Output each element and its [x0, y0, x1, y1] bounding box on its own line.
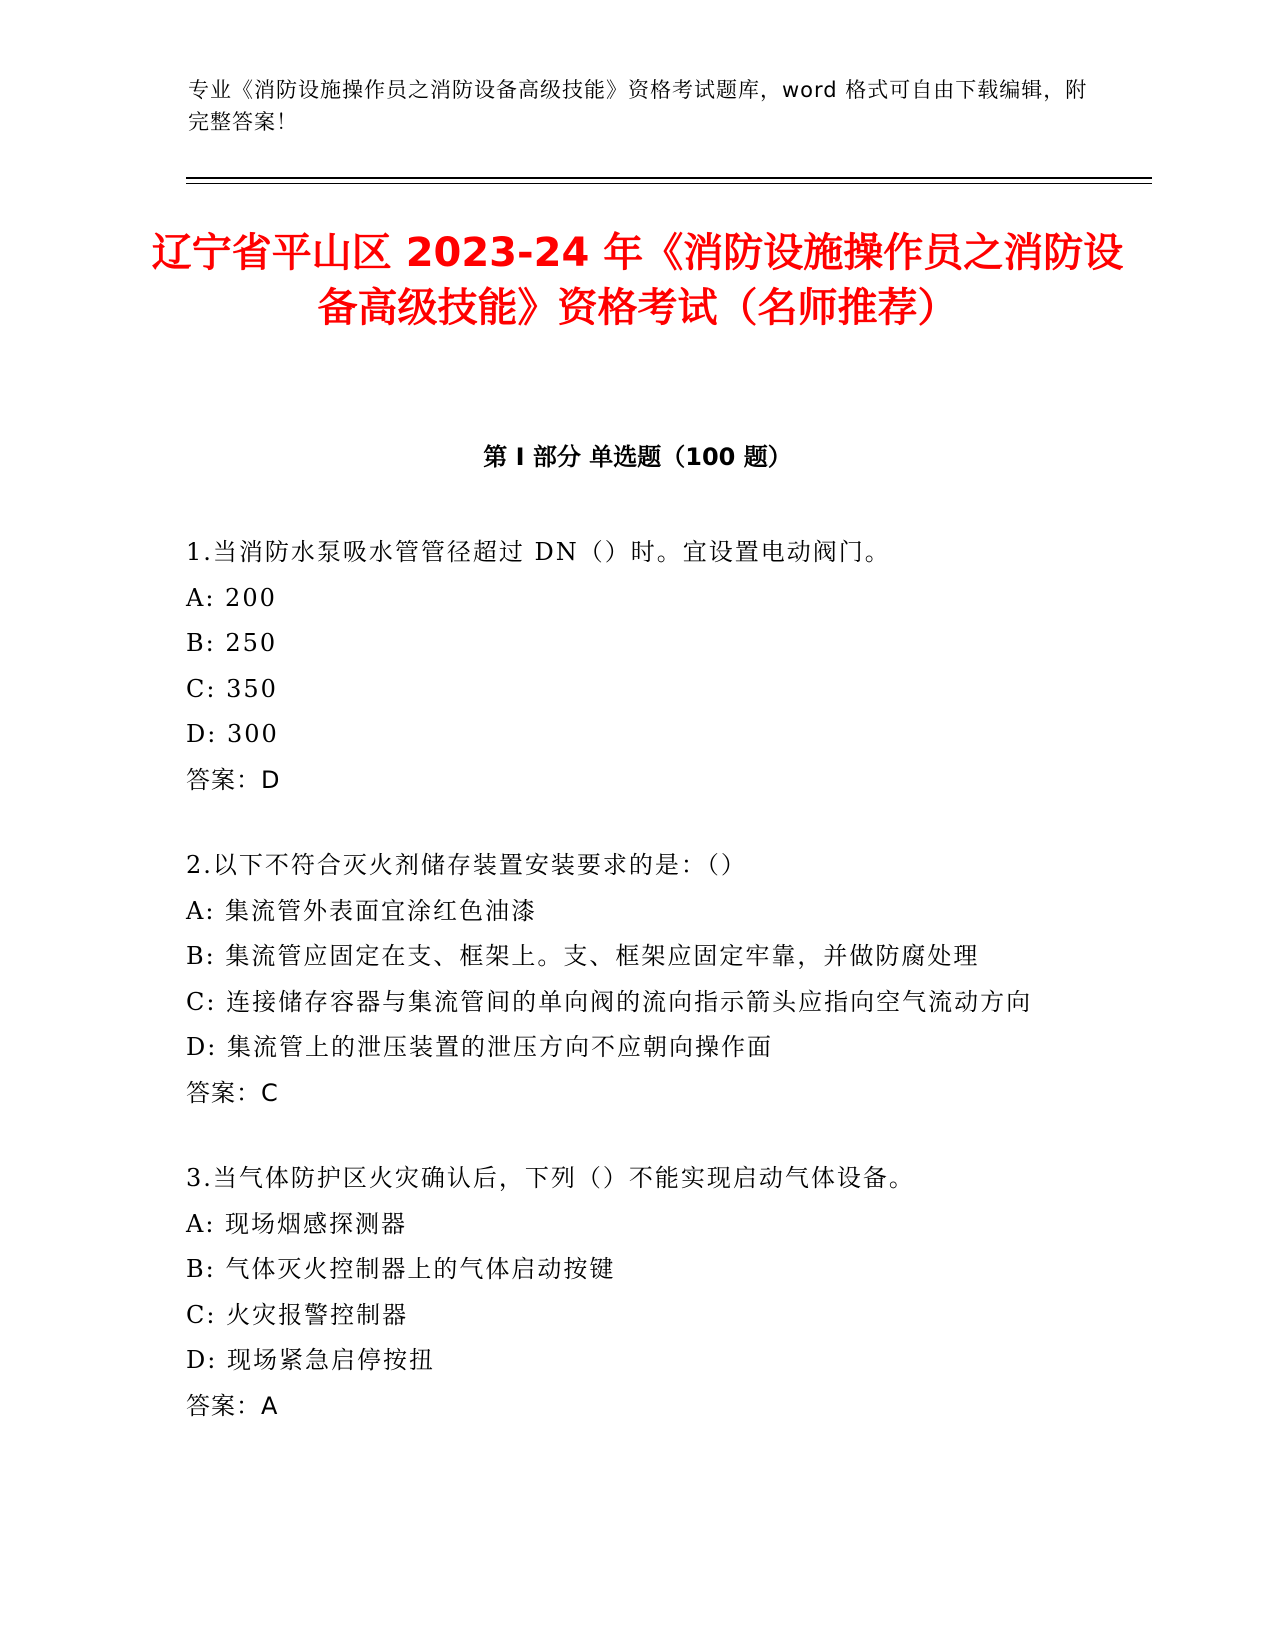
- option-d: D: 300: [186, 720, 279, 748]
- option-a: A: 现场烟感探测器: [186, 1209, 408, 1238]
- option-d: D: 现场紧急启停按扭: [186, 1346, 435, 1374]
- question-stem: 1.当消防水泵吸水管管径超过 DN（）时。宜设置电动阀门。: [186, 538, 891, 566]
- question-1: [186, 530, 1086, 803]
- question-stem: 3.当气体防护区火灾确认后，下列（）不能实现启动气体设备。: [186, 1164, 915, 1192]
- option-c: C: 350: [186, 674, 278, 703]
- option-c: C: 连接储存容器与集流管间的单向阀的流向指示箭头应指向空气流动方向: [186, 987, 1033, 1016]
- answer: 答案：D: [186, 765, 281, 794]
- answer: 答案：C: [186, 1078, 279, 1107]
- option-b: B: 集流管应固定在支、框架上。支、框架应固定牢靠，并做防腐处理: [186, 942, 980, 970]
- header-note: 专业《消防设施操作员之消防设备高级技能》资格考试题库，word 格式可自由下载编辑，附完整答案！: [188, 78, 1088, 134]
- option-b: B: 气体灭火控制器上的气体启动按键: [186, 1255, 616, 1283]
- option-c: C: 火灾报警控制器: [186, 1300, 409, 1329]
- option-b: B: 250: [186, 629, 278, 657]
- option-a: A: 200: [186, 583, 277, 612]
- header-rule-thin: [186, 183, 1152, 184]
- answer: 答案：A: [186, 1391, 279, 1420]
- document-title: 辽宁省平山区 2023-24 年《消防设施操作员之消防设备高级技能》资格考试（名师推荐）: [151, 230, 1124, 331]
- section-title: 第 I 部分 单选题（100 题）: [483, 443, 792, 471]
- question-2: [186, 843, 1086, 1116]
- question-stem: 2.以下不符合灭火剂储存装置安装要求的是：（）: [186, 851, 747, 879]
- option-d: D: 集流管上的泄压装置的泄压方向不应朝向操作面: [186, 1033, 773, 1061]
- question-list: [186, 530, 1086, 1469]
- option-a: A: 集流管外表面宜涂红色油漆: [186, 896, 538, 925]
- header-rule-thick: [186, 177, 1152, 179]
- question-3: [186, 1156, 1086, 1429]
